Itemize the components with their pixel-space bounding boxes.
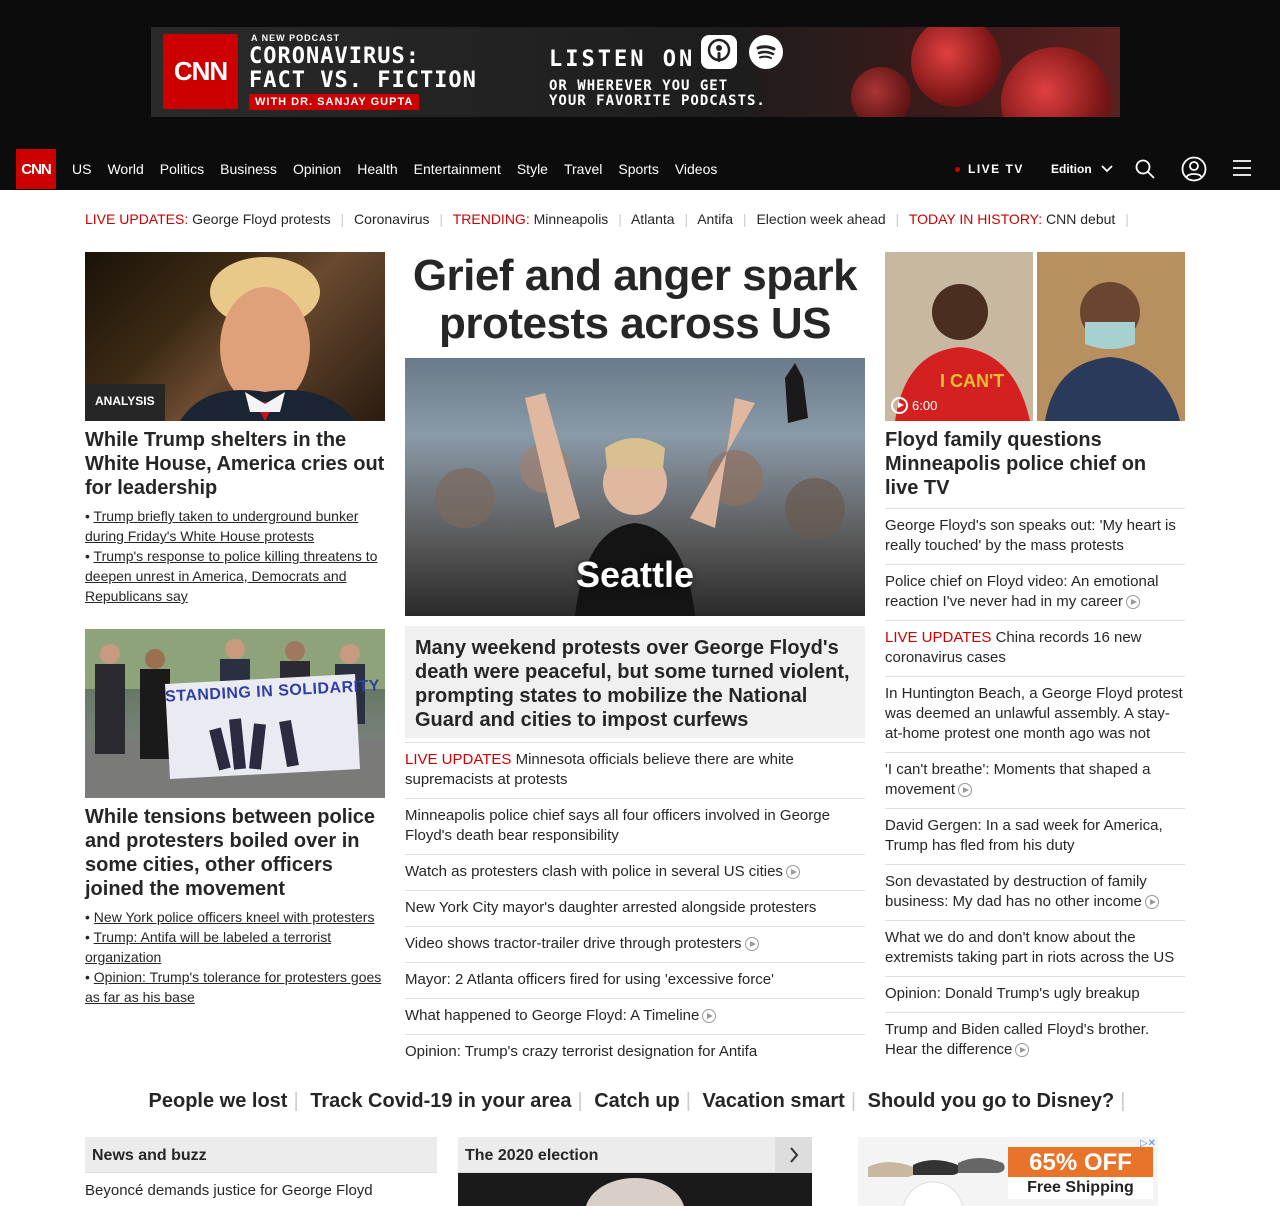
video-play-icon — [1145, 895, 1159, 909]
list-item[interactable] — [885, 752, 1185, 808]
list-item[interactable] — [405, 1034, 865, 1070]
nav-link-opinion[interactable]: Opinion — [292, 161, 342, 177]
trending-item-antifa[interactable]: Antifa — [697, 211, 734, 227]
ad-title-line2: FACT VS. FICTION — [249, 68, 477, 93]
list-item[interactable] — [885, 508, 1185, 564]
ad-listen-on: LISTEN ON — [549, 47, 696, 72]
list-item-text: New York City mayor's daughter arrested alongside protesters — [405, 899, 817, 916]
zone-separator: | — [685, 1090, 691, 1112]
ad-title-line1: CORONAVIRUS: — [249, 44, 420, 69]
zone-links — [0, 1090, 1280, 1113]
list-item-text: Police chief on Floyd video: An emotional reaction I've never had in my career — [885, 573, 1159, 610]
news-and-buzz-header[interactable]: News and buzz — [85, 1137, 437, 1173]
video-play-icon — [958, 783, 972, 797]
election-photo-graphic — [458, 1173, 812, 1206]
shoes-graphic — [863, 1137, 1013, 1206]
list-item[interactable] — [405, 854, 865, 890]
bullet-item: • Trump briefly taken to underground bunker during Friday's White House protests — [85, 508, 359, 544]
zone-separator: | — [1120, 1090, 1126, 1112]
shoe-ad[interactable] — [858, 1137, 1158, 1206]
story-headline[interactable]: Floyd family questions Minneapolis police chief on live TV — [885, 429, 1147, 499]
story-bullets — [85, 506, 385, 606]
nav-link-politics[interactable]: Politics — [159, 161, 205, 177]
edition-dropdown[interactable] — [1051, 162, 1113, 176]
zone-link-people-we-lost[interactable]: People we lost — [148, 1090, 288, 1112]
search-icon[interactable] — [1135, 159, 1155, 179]
video-duration: 6:00 — [912, 398, 938, 413]
list-item-text: Watch as protesters clash with police in several US cities — [405, 863, 783, 880]
list-item-text: What we do and don't know about the extremists taking part in riots across the US — [885, 929, 1175, 966]
trending-bar — [85, 211, 1135, 227]
video-play-icon — [702, 1009, 716, 1023]
bullet-link[interactable]: New York police officers kneel with protesters — [93, 909, 375, 925]
trump-photo[interactable] — [85, 252, 385, 421]
video-play-icon — [745, 937, 759, 951]
list-item-text: David Gergen: In a sad week for America, Trump has fled from his duty — [885, 817, 1163, 854]
ad-sub-line2: YOUR FAVORITE PODCASTS. — [549, 93, 766, 109]
play-circle-icon — [891, 397, 908, 414]
nav-link-health[interactable]: Health — [357, 161, 398, 177]
trending-item-atlanta[interactable]: Atlanta — [630, 211, 675, 227]
zone-link-vacation-smart[interactable]: Vacation smart — [702, 1090, 845, 1112]
nav-link-travel[interactable]: Travel — [563, 161, 603, 177]
hero-summary[interactable]: Many weekend protests over George Floyd's death were peaceful, but some turned violent, prompting states to mobilize the National Guard and cities to impost curfews — [405, 626, 865, 738]
list-item-text: Minneapolis police chief says all four officers involved in George Floyd's death bear responsibility — [405, 807, 830, 844]
trending-item-george-floyd[interactable]: George Floyd protests — [192, 211, 331, 227]
trending-item-cnn-debut[interactable]: CNN debut — [1046, 211, 1116, 227]
floyd-family-video-thumb[interactable] — [885, 252, 1185, 421]
zone-separator: | — [293, 1090, 299, 1112]
bullet-item: • Trump: Antifa will be labeled a terrorist organization — [85, 929, 332, 965]
live-updates-label: LIVE UPDATES: — [85, 211, 189, 227]
list-item[interactable] — [405, 926, 865, 962]
top-ad-banner[interactable] — [0, 0, 1280, 148]
right-story-list — [885, 508, 1185, 1068]
edition-label: Edition — [1051, 162, 1092, 176]
banner-sign-text: STANDING IN SOLIDARITY — [164, 677, 381, 706]
floyd-family-graphic — [885, 252, 1185, 421]
list-item-text: Opinion: Donald Trump's ugly breakup — [885, 985, 1140, 1002]
carousel-next-button[interactable] — [775, 1137, 812, 1173]
user-account-icon[interactable] — [1181, 156, 1207, 182]
trending-separator: | — [618, 211, 622, 227]
list-item-text: Minnesota officials believe there are white supremacists at protests — [405, 751, 794, 788]
list-item-text: China records 16 new coronavirus cases — [885, 629, 1142, 666]
seattle-hero-photo[interactable] — [405, 358, 865, 616]
zone-link-disney[interactable]: Should you go to Disney? — [867, 1090, 1115, 1112]
hero-caption: Seattle — [575, 554, 695, 595]
list-item-text: Trump and Biden called Floyd's brother. Hear the difference — [885, 1021, 1150, 1058]
story-bullets — [85, 907, 385, 1007]
ad-sub-line1: OR WHEREVER YOU GET — [549, 78, 729, 94]
ad-host: WITH DR. SANJAY GUPTA — [249, 94, 419, 110]
live-updates-label: LIVE UPDATES — [885, 629, 992, 646]
main-nav — [0, 148, 1280, 190]
ad-subtitle — [549, 79, 766, 109]
virus-graphic — [851, 67, 911, 117]
trending-separator: | — [1125, 211, 1129, 227]
list-item[interactable] — [885, 564, 1185, 620]
spotify-icon — [749, 35, 783, 69]
svg-text:I CAN'T: I CAN'T — [940, 371, 1005, 391]
chevron-right-icon — [789, 1147, 799, 1163]
bullet-item: • New York police officers kneel with protesters — [85, 909, 375, 925]
story-headline[interactable]: While Trump shelters in the White House, America cries out for leadership — [85, 429, 385, 499]
list-item[interactable] — [885, 808, 1185, 864]
list-item-text: Video shows tractor-trailer drive through protesters — [405, 935, 742, 952]
video-play-icon — [1126, 595, 1140, 609]
live-tv-label: LIVE TV — [968, 162, 1024, 176]
police-protest-photo[interactable] — [85, 629, 385, 798]
live-tv-button[interactable] — [955, 162, 1024, 176]
nav-link-world[interactable]: World — [107, 161, 144, 177]
trending-separator: | — [895, 211, 900, 227]
main-banner-headline[interactable]: Grief and anger spark protests across US — [412, 251, 858, 348]
election-photo[interactable] — [458, 1173, 812, 1206]
trending-separator: | — [684, 211, 689, 227]
hamburger-menu-icon[interactable] — [1233, 160, 1251, 176]
zone-link-track-covid[interactable]: Track Covid-19 in your area — [310, 1090, 572, 1112]
zone-separator: | — [850, 1090, 857, 1112]
virus-graphic — [911, 27, 1001, 107]
right-column — [885, 252, 1185, 1068]
list-item[interactable] — [405, 742, 865, 798]
trending-item-coronavirus[interactable]: Coronavirus — [354, 211, 430, 227]
list-item[interactable] — [885, 864, 1185, 920]
list-item-text: 'I can't breathe': Moments that shaped a movement — [885, 761, 1151, 798]
list-item[interactable] — [885, 920, 1185, 976]
list-item-text: Mayor: 2 Atlanta officers fired for using 'excessive force' — [405, 971, 774, 988]
zone-separator: | — [577, 1090, 583, 1112]
video-play-icon — [1015, 1043, 1029, 1057]
police-solidarity-graphic — [85, 629, 385, 798]
bullet-link[interactable]: Trump's response to police killing threatens to deepen unrest in America, Democrats and Republicans say — [85, 548, 378, 604]
virus-graphic — [1001, 47, 1111, 117]
apple-podcasts-icon — [701, 35, 737, 69]
list-item[interactable] — [885, 1012, 1185, 1068]
podcast-ad[interactable] — [151, 27, 1120, 117]
trending-separator: | — [742, 211, 747, 227]
bullet-link[interactable]: Trump briefly taken to underground bunker during Friday's White House protests — [85, 508, 359, 544]
live-dot-icon — [955, 167, 960, 172]
list-item-text: George Floyd's son speaks out: 'My heart is really touched' by the mass protests — [885, 517, 1176, 554]
nav-link-entertainment[interactable]: Entertainment — [413, 161, 501, 177]
story-headline[interactable]: While tensions between police and protesters boiled over in some cities, other officers joined the movement — [85, 806, 376, 900]
nav-link-videos[interactable]: Videos — [674, 161, 718, 177]
trending-item-election[interactable]: Election week ahead — [756, 211, 886, 227]
ad-offer: 65% OFF — [1008, 1147, 1153, 1179]
election-header[interactable]: The 2020 election — [458, 1137, 775, 1173]
middle-column — [405, 252, 865, 1070]
nav-link-us[interactable]: US — [72, 161, 92, 177]
left-column — [85, 252, 385, 1007]
trending-separator: | — [439, 211, 444, 227]
list-item[interactable] — [405, 798, 865, 854]
cnn-logo[interactable]: CNN — [16, 149, 56, 189]
list-item[interactable] — [885, 676, 1185, 752]
bullet-item: • Opinion: Trump's tolerance for protesters goes as far as his base — [85, 969, 382, 1005]
adchoices-icon[interactable]: ▷✕ — [1139, 1138, 1156, 1149]
list-item[interactable] — [405, 962, 865, 998]
list-item-text: Son devastated by destruction of family business: My dad has no other income — [885, 873, 1147, 910]
nav-link-style[interactable]: Style — [516, 161, 548, 177]
list-item-text: What happened to George Floyd: A Timeline — [405, 1007, 700, 1024]
list-item-text: In Huntington Beach, a George Floyd protest was deemed an unlawful assembly. A stay-at-home protest one month ago was not — [885, 685, 1183, 742]
bullet-item: • Trump's response to police killing threatens to deepen unrest in America, Democrats and Republicans say — [85, 548, 378, 604]
list-item[interactable] — [405, 998, 865, 1034]
middle-story-list — [405, 742, 865, 1070]
list-item[interactable] — [885, 976, 1185, 1012]
nav-link-sports[interactable]: Sports — [618, 161, 659, 177]
bullet-link[interactable]: Opinion: Trump's tolerance for protesters goes as far as his base — [85, 969, 382, 1005]
live-updates-label: LIVE UPDATES — [405, 751, 512, 768]
trending-separator: | — [340, 211, 345, 227]
ad-cnn-logo: CNN — [163, 34, 238, 109]
ad-kicker: A NEW PODCAST — [251, 33, 341, 43]
news-buzz-item[interactable]: Beyoncé demands justice for George Floyd — [85, 1182, 373, 1199]
zone-link-catch-up[interactable]: Catch up — [594, 1090, 680, 1112]
list-item[interactable] — [885, 620, 1185, 676]
trending-label: TRENDING: — [452, 211, 530, 227]
video-play-icon — [786, 865, 800, 879]
analysis-badge: ANALYSIS — [85, 384, 165, 421]
list-item-text: Opinion: Trump's crazy terrorist designation for Antifa — [405, 1043, 758, 1060]
nav-links — [72, 148, 733, 190]
video-duration-badge — [891, 397, 937, 414]
chevron-down-icon — [1101, 165, 1113, 173]
bullet-link[interactable]: Trump: Antifa will be labeled a terrorist organization — [85, 929, 332, 965]
today-in-history-label: TODAY IN HISTORY: — [908, 211, 1043, 227]
trending-item-minneapolis[interactable]: Minneapolis — [533, 211, 609, 227]
ad-shipping: Free Shipping — [1008, 1177, 1153, 1199]
list-item[interactable] — [405, 890, 865, 926]
nav-link-business[interactable]: Business — [220, 161, 277, 177]
